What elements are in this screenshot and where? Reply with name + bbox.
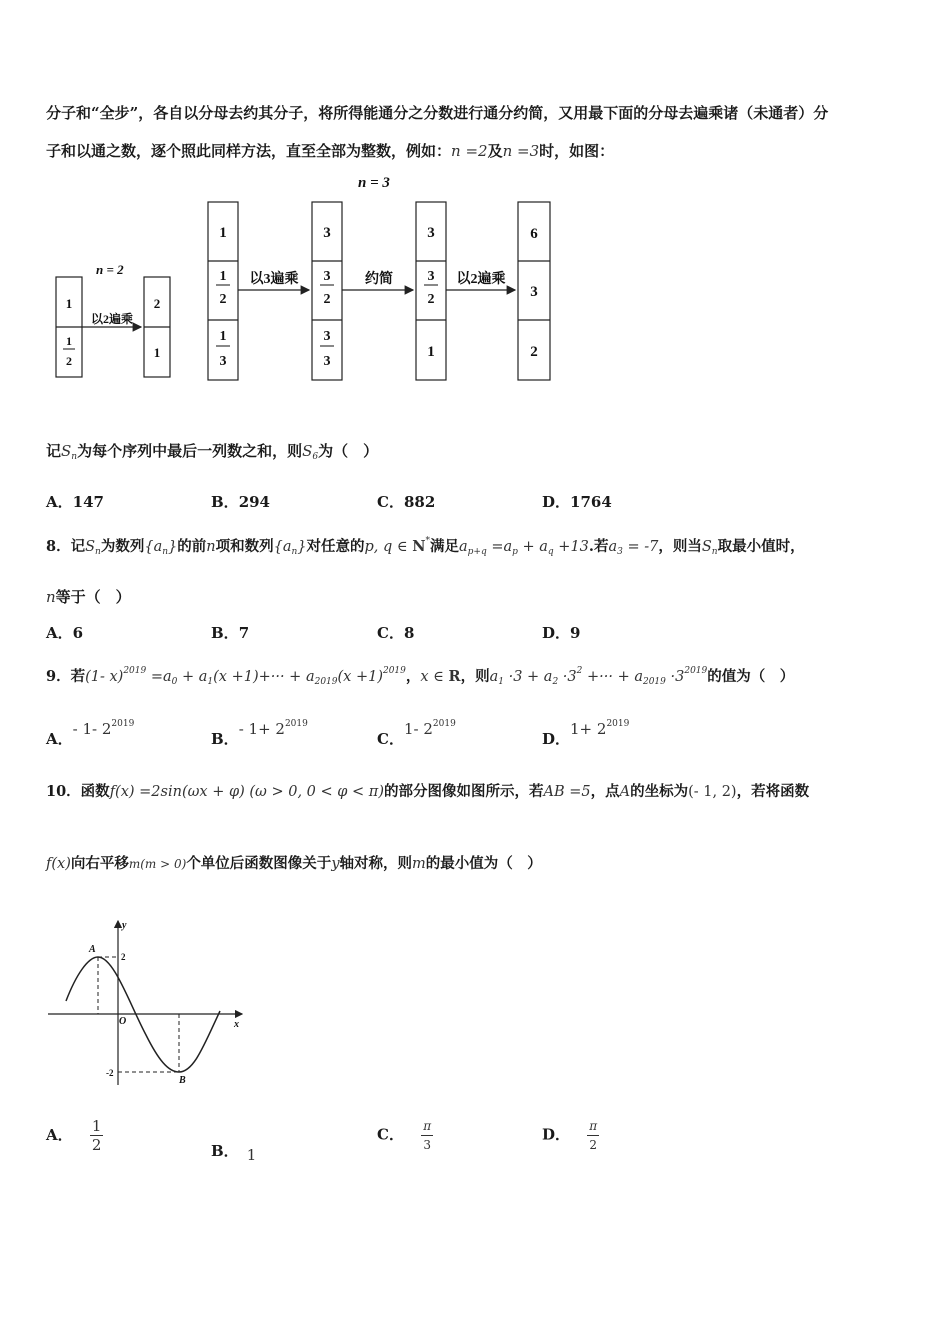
n2-before-half-num: 1 <box>66 334 72 348</box>
q8-option-a[interactable]: A．6 <box>46 624 84 642</box>
q9-option-c[interactable]: C．1- $2^{2019}$ <box>377 719 456 748</box>
q9-option-a[interactable]: A．- 1- $2^{2019}$ <box>46 719 135 748</box>
q9-stem: 9．若(1- $x)^{2019} =a_0 + a_1(x +1)+\cdot\cdot\cdot + a_{2019}(x +1)^{2019}$，x ∈ R，则$a_1 \cdot 3 + a_2 \cdot 3^2$ +··· + $a_{2019} \cdot 3^{2019}$的值为（ ） <box>46 666 795 687</box>
n2-before-half-den: 2 <box>66 354 72 368</box>
y-axis-label: y <box>122 920 127 931</box>
col1-third-den: 3 <box>219 354 227 369</box>
q7-sn: $S_n$ <box>61 442 78 462</box>
col3-cell-3: 1 <box>427 344 435 360</box>
point-a-label: A <box>89 944 96 955</box>
step1-label: 以3遍乘 <box>249 272 299 287</box>
q7-prefix: 记 <box>46 442 62 460</box>
q10-option-c[interactable]: C． $\frac{\pi}{3}$ <box>377 1119 432 1152</box>
sequence-diagram <box>40 170 580 390</box>
n3-title: n = 3 <box>358 175 390 191</box>
col3-frac-den: 2 <box>427 292 435 307</box>
q7-s6: $S_6$ <box>302 442 319 462</box>
q8-stem-line-2: n等于（ ） <box>46 588 131 606</box>
q8-option-d[interactable]: D．9 <box>542 624 581 642</box>
col2-frac1-den: 2 <box>323 292 331 307</box>
origin-label: O <box>119 1016 127 1027</box>
n2-after-2: 1 <box>153 345 161 360</box>
n-eq-3: n =3 <box>502 142 540 160</box>
col3-frac-num: 3 <box>427 269 435 284</box>
col2-frac1-num: 3 <box>323 269 331 284</box>
q7-option-d[interactable]: D．1764 <box>542 493 612 511</box>
q10-option-d[interactable]: D． $\frac{\pi}{2}$ <box>542 1119 598 1152</box>
point-b-label: B <box>179 1075 186 1086</box>
col1-third-num: 1 <box>219 329 227 344</box>
intro-line-2 <box>46 140 614 161</box>
q8-option-c[interactable]: C．8 <box>377 624 415 642</box>
n2-after-1: 2 <box>153 296 161 311</box>
step2-label: 约简 <box>365 272 393 287</box>
col1-half-num: 1 <box>219 269 227 284</box>
n2-title: n = 2 <box>96 262 124 277</box>
q7-suffix: 为（ ） <box>318 442 379 460</box>
col2-frac2-den: 3 <box>323 354 331 369</box>
q9-option-b[interactable]: B．- $1+ 2^{2019}$ <box>211 719 308 748</box>
q8-option-b[interactable]: B．7 <box>211 624 250 642</box>
tick-neg2-label: -2 <box>106 1068 114 1078</box>
q7-mid: 为每个序列中最后一列数之和，则 <box>77 442 303 460</box>
intro-line-1: 分子和“全步”，各自以分母去约其分子，将所得能通分之分数进行通分约简，又用最下面的分母去遍乘诸（未通者）分 <box>46 104 829 122</box>
q7-option-b[interactable]: B．294 <box>211 493 270 511</box>
n-eq-2: n =2 <box>451 142 488 160</box>
col1-half-den: 2 <box>219 292 227 307</box>
col3-cell-1: 3 <box>427 225 435 241</box>
col4-cell-3: 2 <box>530 344 538 360</box>
tick-2-label: 2 <box>121 952 126 962</box>
q10-stem: 10．函数f(x) =2sin(ωx + φ) (ω > 0, 0 < φ < π)的部分图像如图所示，若AB =5，点A的坐标为(- 1, 2)，若将函数 <box>46 783 810 800</box>
intro-line-2-end: 时，如图： <box>539 142 615 160</box>
q10-option-b[interactable]: B． 1 <box>211 1142 257 1164</box>
n2-step-label: 以2遍乘 <box>90 312 134 326</box>
col2-cell-1: 3 <box>323 225 331 241</box>
and-text: 及 <box>487 142 503 160</box>
q8-stem: 8．记$S_n$为数列$\{a_n\}$的前n项和数列$\{a_n\}$对任意的p, q ∈ N*满足$a_{p+q} =a_p + a_q +13$.若$a_3 = -7$，则当$S_n$取最小值时， <box>46 536 805 557</box>
q10-option-a[interactable]: A． $\frac{1}{2}$ <box>46 1117 102 1154</box>
sine-graph <box>44 915 254 1090</box>
intro-line-2-text: 子和以通之数，逐个照此同样方法，直至全部为整数，例如： <box>46 142 452 160</box>
n2-before-1: 1 <box>65 296 73 311</box>
q7-stem <box>46 440 378 462</box>
col4-cell-1: 6 <box>530 226 538 242</box>
step3-label: 以2遍乘 <box>456 272 506 287</box>
col2-frac2-num: 3 <box>323 329 331 344</box>
q8-seq-an-2: $\{a_n\}$ <box>273 539 307 557</box>
x-axis-label: x <box>234 1019 239 1030</box>
q10-stem-line-2: f(x)向右平移m(m > 0)个单位后函数图像关于y轴对称，则m的最小值为（ ） <box>46 855 542 872</box>
q7-option-a[interactable]: A．147 <box>46 493 104 511</box>
q7-option-c[interactable]: C．882 <box>377 493 436 511</box>
q8-seq-an: $\{a_n\}$ <box>144 539 178 557</box>
q9-option-d[interactable]: D．$1+ 2^{2019}$ <box>542 719 630 748</box>
col4-cell-2: 3 <box>530 284 538 300</box>
col1-cell-1: 1 <box>219 225 227 241</box>
